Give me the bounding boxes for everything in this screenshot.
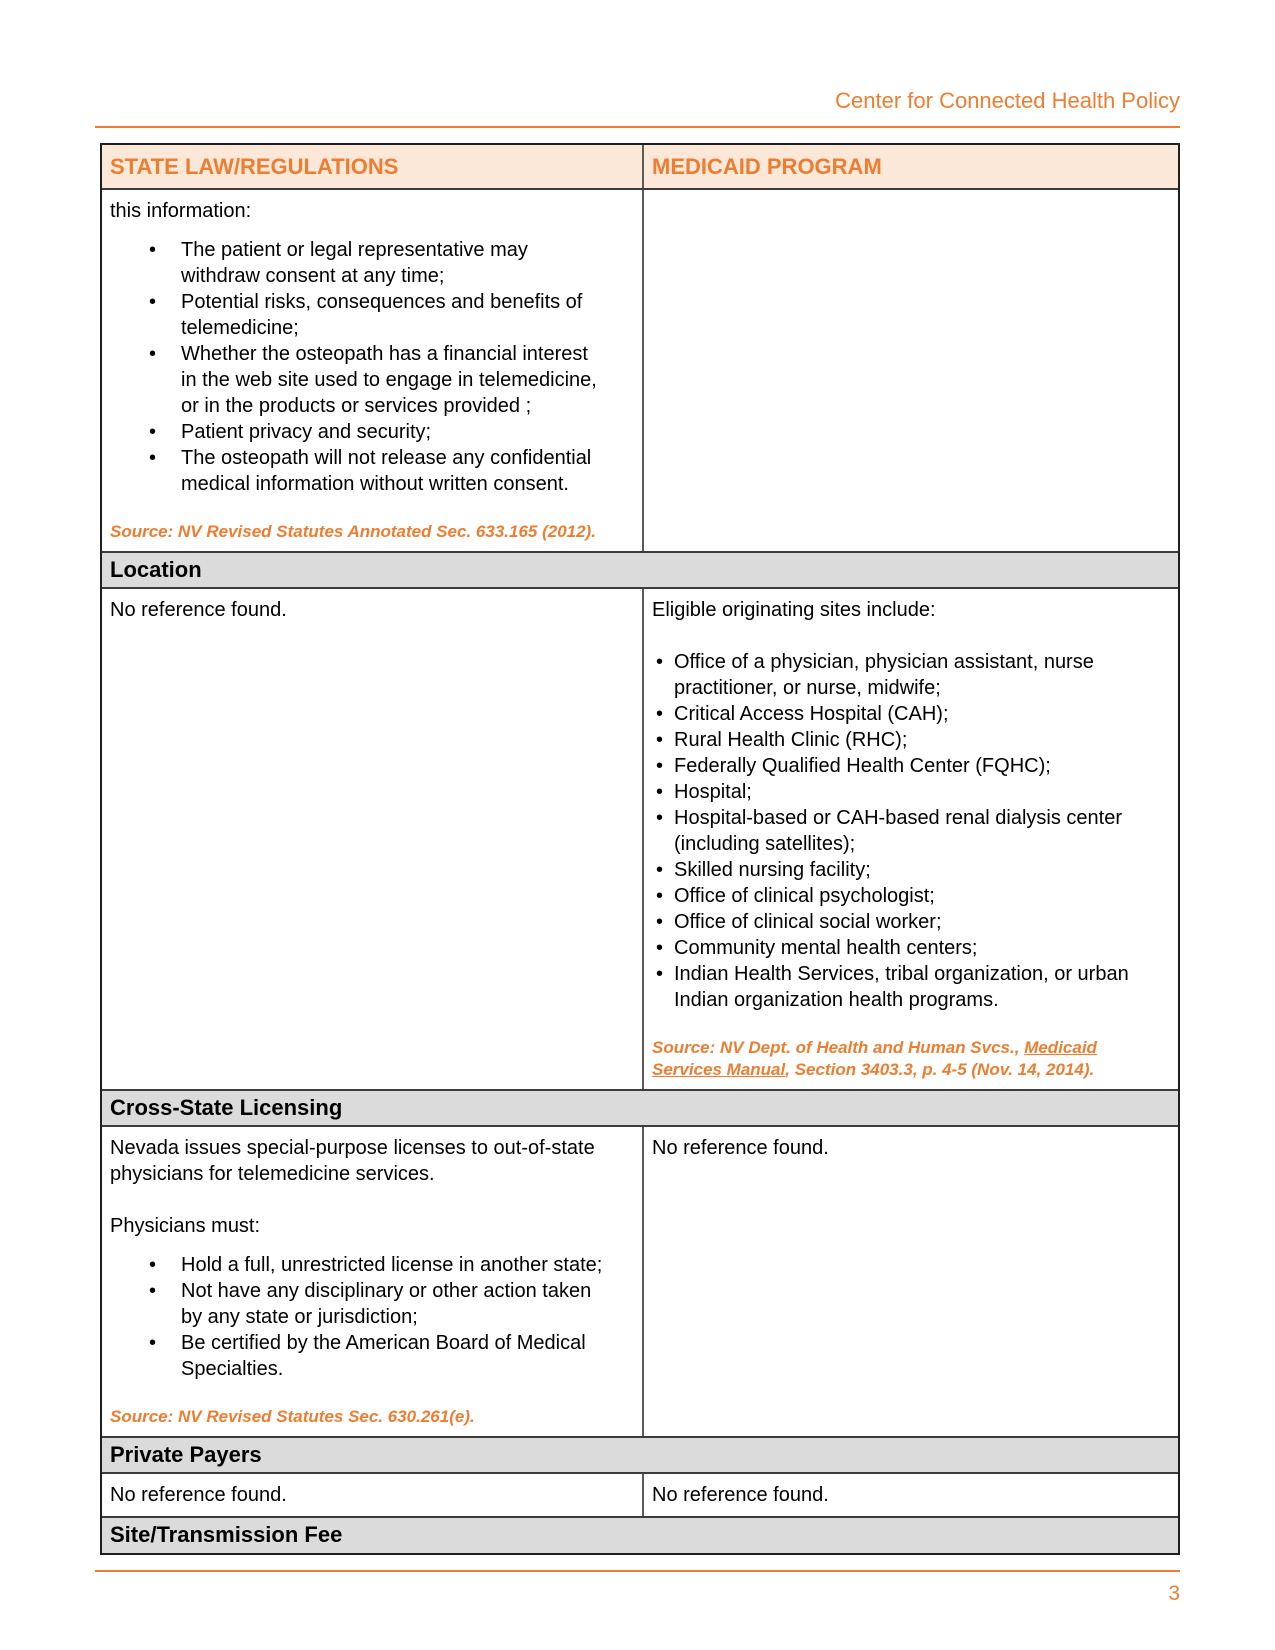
- cross-state-bullet-list: [110, 1252, 632, 1382]
- row-cross-state: [102, 1127, 1178, 1436]
- consent-medicaid-cell-empty: [642, 190, 1178, 551]
- row-private-payers: [102, 1474, 1178, 1516]
- originating-site-bullet: • Office of clinical psychologist;: [674, 883, 1168, 909]
- medicaid-source-link[interactable]: Medicaid Services Manual: [652, 1038, 1097, 1079]
- cross-state-bullet: • Be certified by the American Board of Medical Specialties.: [181, 1330, 632, 1382]
- originating-site-bullet: • Hospital-based or CAH-based renal dialysis center (including satellites);: [674, 805, 1168, 857]
- consent-intro: this information:: [110, 200, 252, 222]
- section-header-cross-state: Cross-State Licensing: [102, 1089, 1178, 1127]
- consent-bullet: • Whether the osteopath has a financial interest in the web site used to engage in telemedicine, or in the products or services provided ;: [181, 341, 632, 419]
- row-consent: [102, 190, 1178, 551]
- originating-site-bullet: • Federally Qualified Health Center (FQHC);: [674, 753, 1168, 779]
- consent-bullet: • Patient privacy and security;: [181, 419, 632, 445]
- location-medicaid-cell: [642, 589, 1178, 1089]
- cross-state-bullet: • Hold a full, unrestricted license in another state;: [181, 1252, 632, 1278]
- originating-sites-intro: Eligible originating sites include:: [652, 599, 936, 621]
- medicaid-source-citation: [652, 1037, 1168, 1081]
- consent-state-cell: [102, 190, 642, 551]
- physicians-must-label: Physicians must:: [110, 1215, 261, 1237]
- private-payers-state-cell: [102, 1474, 642, 1516]
- no-reference-text: No reference found.: [110, 599, 287, 621]
- comparison-table: [100, 143, 1180, 1555]
- footer-rule: [95, 1570, 1180, 1572]
- row-location: [102, 589, 1178, 1089]
- originating-site-bullet: • Hospital;: [674, 779, 1168, 805]
- cross-state-medicaid-cell: [642, 1127, 1178, 1436]
- section-header-private-payers: Private Payers: [102, 1436, 1178, 1474]
- cross-state-para: Nevada issues special-purpose licenses to out-of-state physicians for telemedicine services.: [110, 1137, 595, 1185]
- originating-site-bullet: • Critical Access Hospital (CAH);: [674, 701, 1168, 727]
- consent-source-citation: Source: NV Revised Statutes Annotated Sec. 633.165 (2012).: [110, 522, 596, 541]
- consent-bullet: • The patient or legal representative may withdraw consent at any time;: [181, 237, 632, 289]
- page-title: Center for Connected Health Policy: [95, 88, 1180, 128]
- cross-state-state-cell: [102, 1127, 642, 1436]
- col-header-medicaid: MEDICAID PROGRAM: [642, 145, 1178, 188]
- table-header-row: [102, 145, 1178, 190]
- private-payers-medicaid-cell: [642, 1474, 1178, 1516]
- no-reference-text: No reference found.: [652, 1484, 829, 1506]
- col-header-state-law: STATE LAW/REGULATIONS: [110, 154, 399, 179]
- originating-site-bullet: • Community mental health centers;: [674, 935, 1168, 961]
- medicaid-source-suffix: , Section 3403.3, p. 4-5 (Nov. 14, 2014).: [785, 1060, 1095, 1079]
- originating-site-bullet: • Office of a physician, physician assistant, nurse practitioner, or nurse, midwife;: [674, 649, 1168, 701]
- cross-state-bullet: • Not have any disciplinary or other action taken by any state or jurisdiction;: [181, 1278, 632, 1330]
- originating-site-bullet: • Skilled nursing facility;: [674, 857, 1168, 883]
- no-reference-text: No reference found.: [652, 1137, 829, 1159]
- section-header-site-fee: Site/Transmission Fee: [102, 1516, 1178, 1553]
- cross-state-source-citation: Source: NV Revised Statutes Sec. 630.261(e).: [110, 1407, 475, 1426]
- originating-site-bullet: • Office of clinical social worker;: [674, 909, 1168, 935]
- originating-sites-list: [652, 649, 1168, 1013]
- consent-bullet-list: [110, 237, 632, 497]
- consent-bullet: • Potential risks, consequences and benefits of telemedicine;: [181, 289, 632, 341]
- consent-bullet: • The osteopath will not release any confidential medical information without written consent.: [181, 445, 632, 497]
- section-header-location: Location: [102, 551, 1178, 589]
- page-number: 3: [1168, 1582, 1180, 1605]
- medicaid-source-prefix: Source: NV Dept. of Health and Human Svcs.,: [652, 1038, 1025, 1057]
- originating-site-bullet: • Indian Health Services, tribal organization, or urban Indian organization health programs.: [674, 961, 1168, 1013]
- originating-site-bullet: • Rural Health Clinic (RHC);: [674, 727, 1168, 753]
- location-state-cell: [102, 589, 642, 1089]
- no-reference-text: No reference found.: [110, 1484, 287, 1506]
